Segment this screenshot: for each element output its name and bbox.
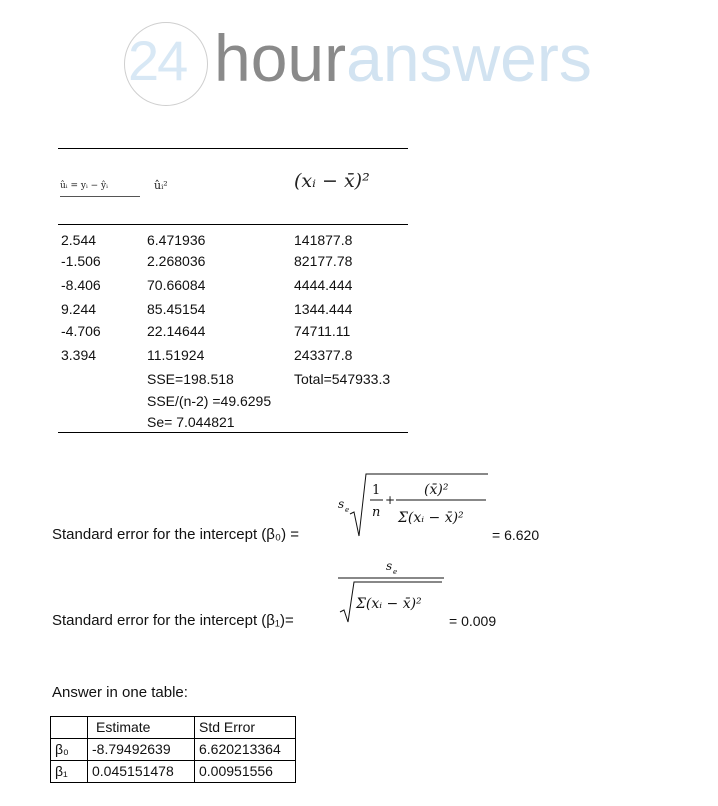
answer-table <box>50 716 296 783</box>
row3-u: -8.406 <box>61 277 101 293</box>
table-top-rule <box>58 148 408 149</box>
formula-sum-deviation-2: Σ(xᵢ − x̄)² <box>356 596 422 612</box>
slope-se-label: Standard error for the intercept (β₁)= <box>52 612 294 629</box>
answer-row <box>51 739 296 761</box>
formula-se-numerator-sub: e <box>393 568 398 576</box>
mse-value: SSE/(n-2) =49.6295 <box>147 393 272 409</box>
se-value: Se= 7.044821 <box>147 414 235 430</box>
row5-u: -4.706 <box>61 323 101 339</box>
answer-header-empty <box>51 717 88 739</box>
formula-one: 1 <box>372 483 381 498</box>
intercept-se-result: = 6.620 <box>492 527 540 543</box>
answer-estimate: 0.045151478 <box>88 761 195 783</box>
answer-std-error: 6.620213364 <box>195 739 296 761</box>
formula-n: n <box>372 505 381 520</box>
row2-u: -1.506 <box>61 253 101 269</box>
slope-se-formula <box>336 556 452 628</box>
sse-value: SSE=198.518 <box>147 371 234 387</box>
row1-dev2: 141877.8 <box>294 232 353 248</box>
answer-heading: Answer in one table: <box>52 684 188 701</box>
header-deviation-squared: (xᵢ − x̄)² <box>294 170 370 192</box>
formula-se-numerator: s <box>386 559 393 573</box>
row2-dev2: 82177.78 <box>294 253 353 269</box>
row3-u2: 70.66084 <box>147 277 206 293</box>
logo-number: 24 <box>128 29 187 92</box>
row4-u2: 85.45154 <box>147 301 206 317</box>
total-value: Total=547933.3 <box>294 371 391 387</box>
logo-word-answers: answers <box>346 21 592 95</box>
row1-u: 2.544 <box>61 232 97 248</box>
header-residual: ûᵢ = yᵢ − ŷᵢ <box>60 181 108 191</box>
intercept-se-formula <box>336 466 496 546</box>
formula-se-symbol: s <box>338 497 345 511</box>
row5-u2: 22.14644 <box>147 323 206 339</box>
answer-std-error: 0.00951556 <box>195 761 296 783</box>
header-residual-underline <box>60 196 140 197</box>
header-residual-squared: ûᵢ² <box>154 179 168 192</box>
row4-u: 9.244 <box>61 301 97 317</box>
table-header-rule <box>58 224 408 225</box>
formula-sqrt-sign <box>350 474 488 536</box>
row1-u2: 6.471936 <box>147 232 206 248</box>
logo-word-hour: hour <box>214 21 347 95</box>
formula-plus: + <box>385 493 396 507</box>
table-bottom-rule <box>58 432 408 433</box>
row4-dev2: 1344.444 <box>294 301 353 317</box>
answer-param: β₁ <box>51 761 88 783</box>
row6-u: 3.394 <box>61 347 97 363</box>
formula-sum-deviation: Σ(xᵢ − x̄)² <box>398 510 464 526</box>
row6-dev2: 243377.8 <box>294 347 353 363</box>
row2-u2: 2.268036 <box>147 253 206 269</box>
answer-param: β₀ <box>51 739 88 761</box>
answer-header-std-error: Std Error <box>195 717 296 739</box>
answer-header-row <box>51 717 296 739</box>
answer-header-estimate: Estimate <box>88 717 195 739</box>
answer-estimate: -8.79492639 <box>88 739 195 761</box>
row5-dev2: 74711.11 <box>294 323 351 339</box>
intercept-se-label: Standard error for the intercept (β₀) = <box>52 526 300 543</box>
formula-se-subscript: e <box>345 506 350 514</box>
row6-u2: 11.51924 <box>147 347 205 363</box>
answer-row <box>51 761 296 783</box>
row3-dev2: 4444.444 <box>294 277 353 293</box>
formula-xbar-squared: (x̄)² <box>424 482 449 498</box>
logo-wordmark <box>214 18 592 98</box>
slope-se-result: = 0.009 <box>449 613 497 629</box>
